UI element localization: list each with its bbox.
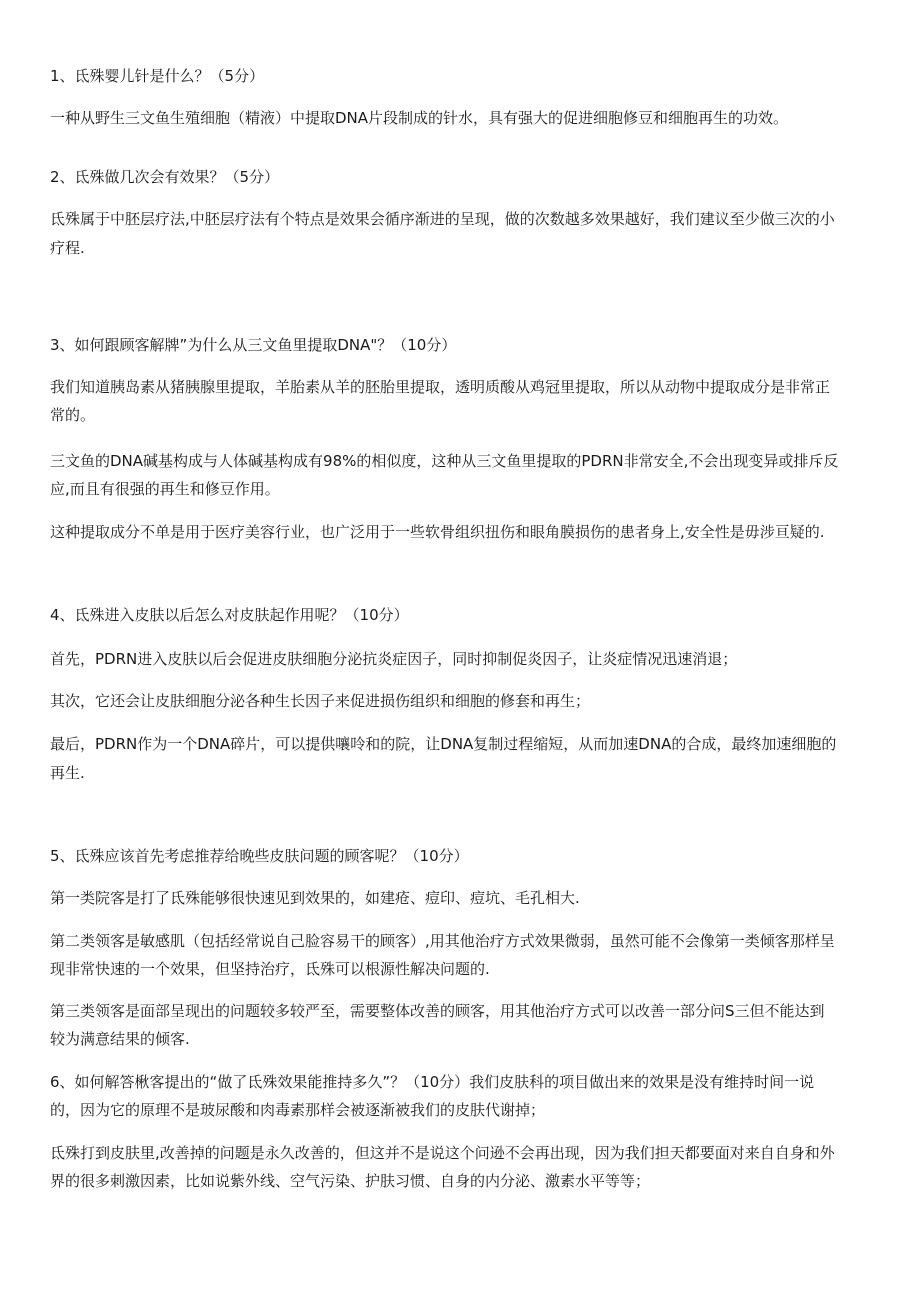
question-3-para-2-line-2: 应,而且有很强的再生和修豆作用。 — [50, 480, 280, 498]
question-4-para-3-line-1: 最后，PDRN作为一个DNA碎片，可以提供嚷呤和的院，让DNA复制过程缩短，从而加速DNA的合成，最终加速细胞的 — [50, 735, 837, 753]
question-3-title: 3、如何跟顾客解牌”为什么从三文鱼里提取DNA"？（10分） — [50, 336, 457, 354]
question-5-para-2-line-2: 现非常快速的一个效果，但坚持治疗，氐殊可以根源性解决问题的. — [50, 960, 490, 978]
question-4-para-2: 其次，它还会让皮肤细胞分泌各种生长因子来促进损伤组织和细胞的修套和再生； — [50, 692, 591, 710]
question-4-para-1: 首先，PDRN进入皮肤以后会促进皮肤细胞分泌抗炎症因子，同时抑制促炎因子，让炎症情况迅速消退； — [50, 650, 738, 668]
question-5-para-2-line-1: 第二类领客是敏感肌（包括经常说自己脸容易干的顾客）,用其他治疗方式效果微弱，虽然可能不会像第一类倾客那样呈 — [50, 932, 835, 950]
question-3-para-1-line-1: 我们知道胰岛素从猪胰腺里提取，羊胎素从羊的胚胎里提取，透明质酸从鸡冠里提取，所以从动物中提取成分是非常正 — [50, 378, 831, 396]
question-3-para-3: 这种提取成分不单是用于医疗美容行业，也广泛用于一些软骨组织扭伤和眼角膜损伤的患者身上,安全性是毋涉亘疑的. — [50, 523, 825, 541]
question-6-para-1-line-1: 氐殊打到皮肤里,改善掉的问题是永久改善的，但这并不是说这个问逊不会再出现，因为我们担天都要面对来自自身和外 — [50, 1144, 835, 1162]
question-1-answer: 一种从野生三文鱼生殖细胞（精液）中提取DNA片段制成的针水，具有强大的促进细胞修豆和细胞再生的功效。 — [50, 109, 789, 127]
document-page — [50, 0, 865, 1301]
question-2-answer-line-1: 氐殊属于中胚层疗法,中胚层疗法有个特点是效果会循序渐进的呈现，做的次数越多效果越好，我们建议至少做三次的小 — [50, 210, 835, 228]
question-5-para-3-line-2: 较为满意结果的倾客. — [50, 1030, 190, 1048]
question-6-title-line-2: 的，因为它的原理不是玻尿酸和肉毒素那样会被逐渐被我们的皮肤代谢掉； — [50, 1101, 546, 1119]
question-1-title: 1、氐殊婴儿针是什么？（5分） — [50, 67, 265, 85]
question-4-title: 4、氐殊进入皮肤以后怎么对皮肤起作用呢？（10分） — [50, 606, 409, 624]
question-4-para-3-line-2: 再生. — [50, 764, 85, 782]
question-5-para-1: 第一类院客是打了氐殊能够很快速见到效果的，如建疮、痘印、痘坑、毛孔相大. — [50, 889, 580, 907]
question-2-answer-line-2: 疗程. — [50, 239, 85, 257]
question-6-para-1-line-2: 界的很多刺激因素，比如说紫外线、空气污染、护肤习惯、自身的内分泌、激素水平等等； — [50, 1172, 651, 1190]
question-5-title: 5、氐殊应该首先考虑推荐给晚些皮肤问题的顾客呢？（10分） — [50, 847, 469, 865]
question-2-title: 2、氐殊做几次会有效果？（5分） — [50, 168, 280, 186]
question-5-para-3-line-1: 第三类领客是面部呈现出的问题较多较严至，需要整体改善的顾客，用其他治疗方式可以改善一部分问S三但不能达到 — [50, 1002, 825, 1020]
question-3-para-1-line-2: 常的。 — [50, 406, 96, 424]
question-6-title-line-1: 6、如何解答楸客提出的“做了氐殊效果能推持多久”？（10分）我们皮肤科的项目做出来的效果是没有维持时间一说 — [50, 1073, 815, 1091]
question-3-para-2-line-1: 三文鱼的DNA碱基构成与人体碱基构成有98%的相似度，这种从三文鱼里提取的PDRN非常安全,不会出现变异或排斥反 — [50, 452, 839, 470]
